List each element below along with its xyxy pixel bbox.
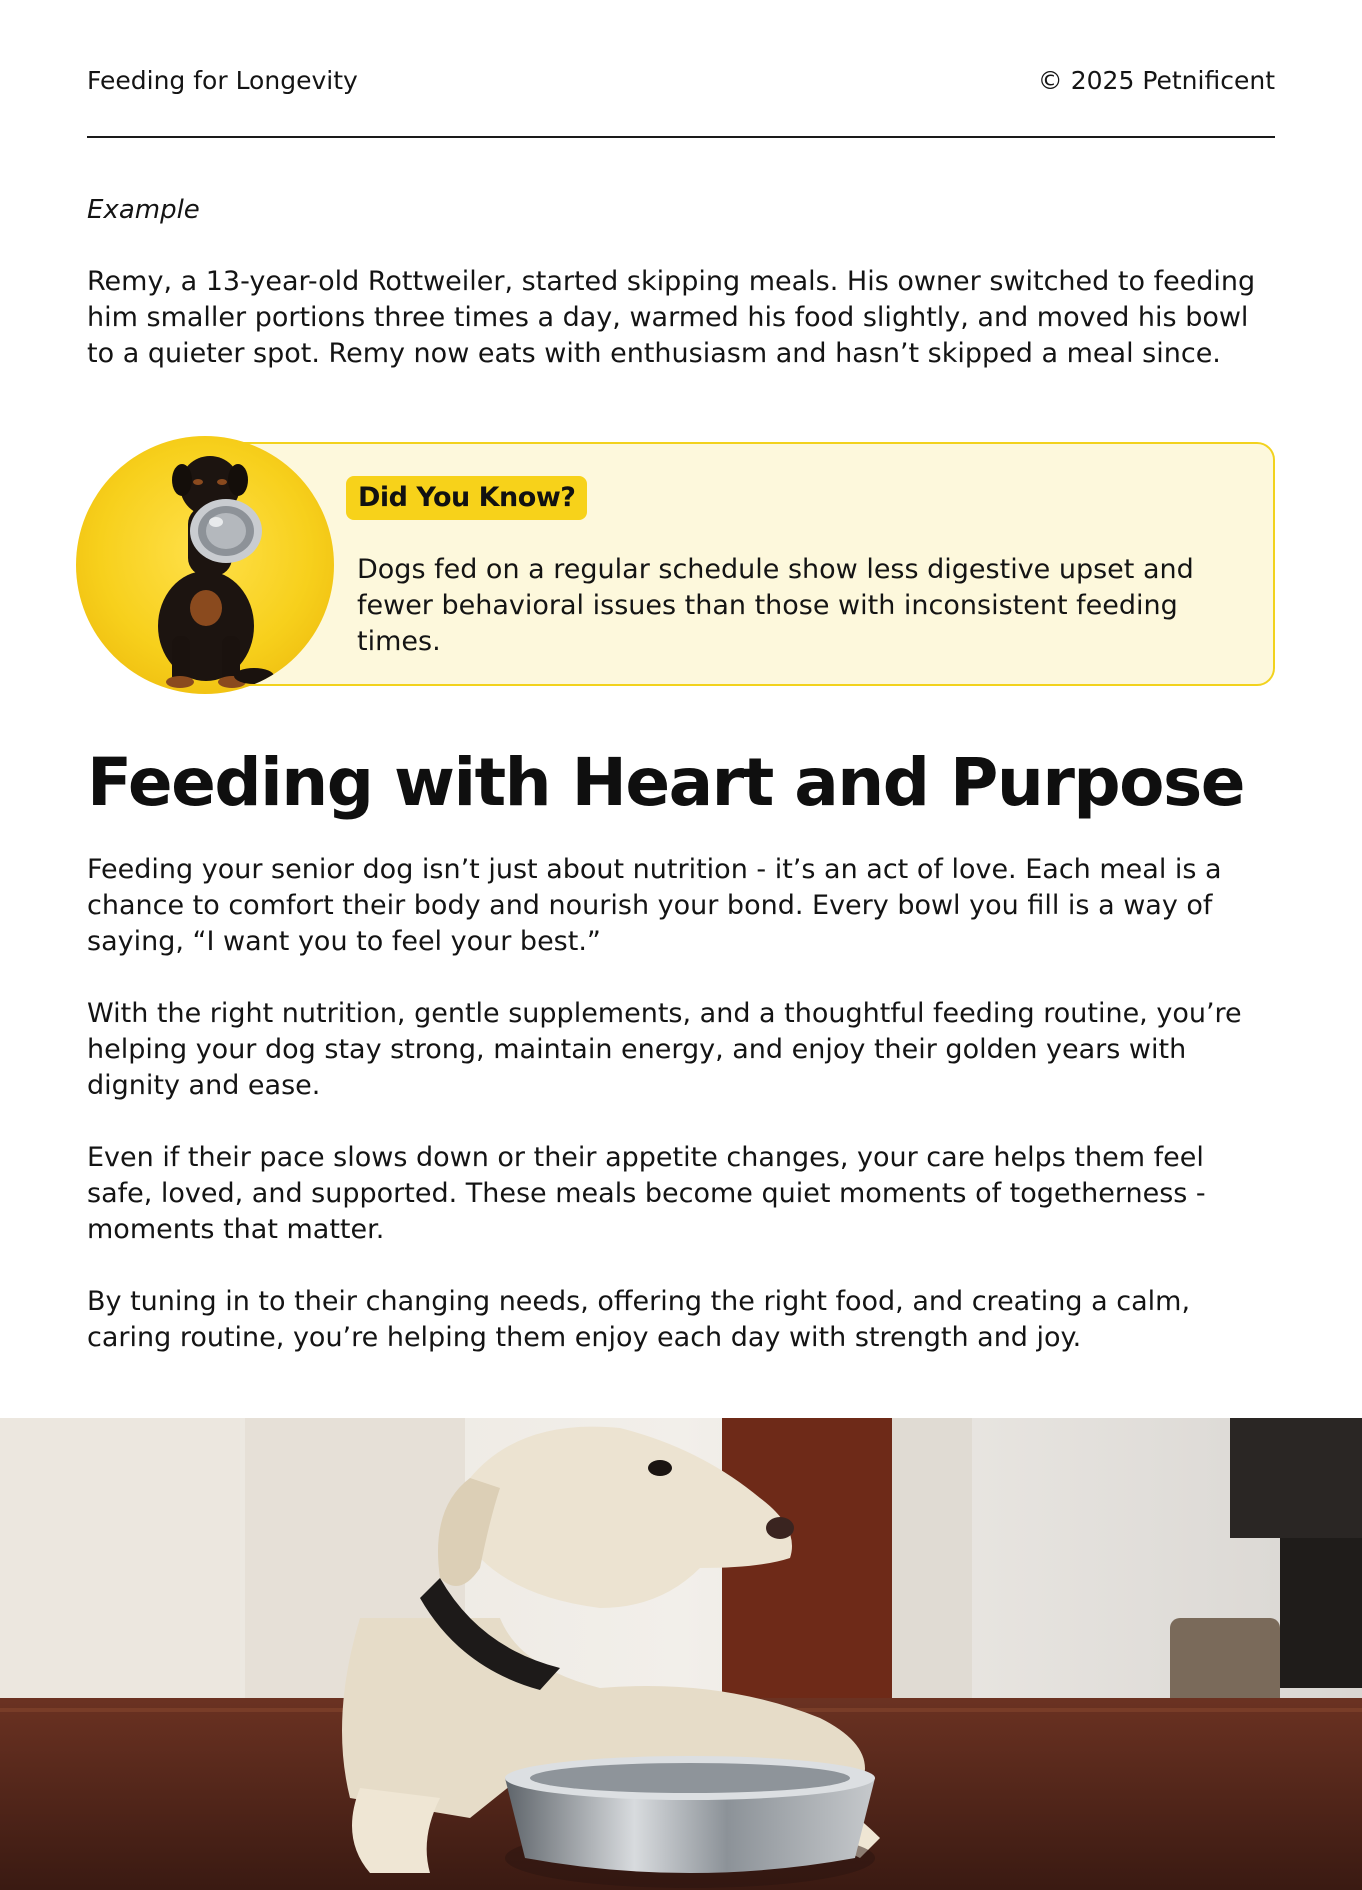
page-header [87,64,1275,98]
header-divider [87,136,1275,138]
example-paragraph: Remy, a 13-year-old Rottweiler, started skipping meals. His owner switched to feeding him smaller portions three times a day, warmed his food slightly, and moved his bowl to a quieter spot. Remy now eats with enthusiasm and hasn’t skipped a meal since. [87,266,1256,369]
rottweiler-image [76,436,334,694]
senior-dog-photo [0,1418,1362,1890]
senior-dog-illustration [0,1418,1362,1890]
header-copyright: © 2025 Petnificent [1037,66,1275,95]
did-you-know-badge: Did You Know? [346,476,587,520]
section-title: Feeding with Heart and Purpose [87,744,1245,821]
section-paragraph-3: Even if their pace slows down or their appetite changes, your care helps them feel safe, loved, and supported. These meals become quiet moments of togetherness - moments that matter. [87,1142,1206,1245]
section-paragraph-1: Feeding your senior dog isn’t just about nutrition - it’s an act of love. Each meal is a chance to comfort their body and nourish your bond. Every bowl you fill is a way of saying, “I want you to feel your best.” [87,854,1222,957]
callout-text: Dogs fed on a regular schedule show less digestive upset and fewer behavioral issues than those with inconsistent feeding times. [357,554,1194,657]
header-title: Feeding for Longevity [87,66,358,95]
section-paragraph-2: With the right nutrition, gentle supplements, and a thoughtful feeding routine, you’re helping your dog stay strong, maintain energy, and enjoy their golden years with dignity and ease. [87,998,1242,1101]
rottweiler-illustration [76,436,334,694]
section-paragraph-4: By tuning in to their changing needs, offering the right food, and creating a calm, caring routine, you’re helping them enjoy each day with strength and joy. [87,1286,1191,1353]
example-label: Example [87,195,200,225]
